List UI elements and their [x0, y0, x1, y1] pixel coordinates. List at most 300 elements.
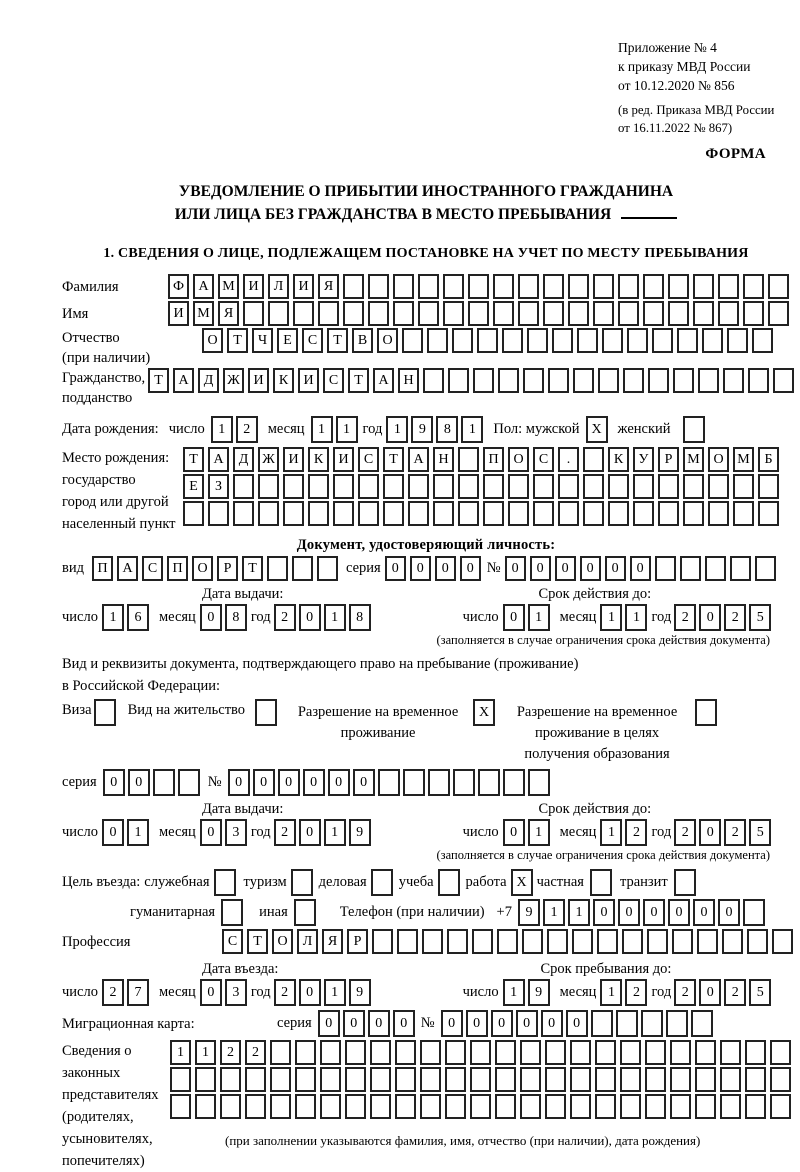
representative-char-cell[interactable]: [220, 1067, 241, 1092]
profession-char-cell[interactable]: Л: [297, 929, 318, 954]
birthplace-char-cell[interactable]: [483, 501, 504, 526]
birthplace-char-cell[interactable]: [733, 501, 754, 526]
migration-series-cells[interactable]: [318, 1010, 415, 1037]
surname-char-cell[interactable]: [393, 274, 414, 299]
patronymic-char-cell[interactable]: [702, 328, 723, 353]
representative-char-cell[interactable]: [695, 1067, 716, 1092]
citizenship-char-cell[interactable]: [548, 368, 569, 393]
id-type-char-cell[interactable]: [292, 556, 313, 581]
name-char-cell[interactable]: [568, 301, 589, 326]
date-cell[interactable]: 8: [349, 604, 371, 631]
date-cell[interactable]: 2: [274, 819, 296, 846]
profession-char-cell[interactable]: [472, 929, 493, 954]
res-valid-day-cells[interactable]: [503, 819, 550, 846]
surname-char-cell[interactable]: [443, 274, 464, 299]
birth-day-cells[interactable]: [211, 416, 258, 443]
name-char-cell[interactable]: [343, 301, 364, 326]
date-cell[interactable]: 0: [299, 819, 321, 846]
phone-digit-cell[interactable]: 9: [518, 899, 540, 926]
id-type-char-cell[interactable]: Т: [242, 556, 263, 581]
birth-year-cell[interactable]: 1: [386, 416, 408, 443]
patronymic-cells[interactable]: [202, 328, 773, 353]
representative-char-cell[interactable]: [745, 1094, 766, 1119]
date-cell[interactable]: 2: [274, 604, 296, 631]
res-series-cell[interactable]: [153, 769, 175, 796]
representative-char-cell[interactable]: [445, 1040, 466, 1065]
res-valid-month-cells[interactable]: [600, 819, 647, 846]
phone-digit-cell[interactable]: 0: [643, 899, 665, 926]
id-number-cell[interactable]: 0: [505, 556, 526, 581]
citizenship-char-cell[interactable]: [448, 368, 469, 393]
date-cell[interactable]: 2: [724, 979, 746, 1006]
birthplace-char-cell[interactable]: [758, 501, 779, 526]
birthplace-char-cell[interactable]: М: [683, 447, 704, 472]
representative-char-cell[interactable]: [620, 1040, 641, 1065]
date-cell[interactable]: 9: [349, 979, 371, 1006]
date-cell[interactable]: 7: [127, 979, 149, 1006]
birthplace-char-cell[interactable]: З: [208, 474, 229, 499]
name-char-cell[interactable]: [368, 301, 389, 326]
date-cell[interactable]: 1: [528, 819, 550, 846]
date-cell[interactable]: 0: [699, 979, 721, 1006]
surname-char-cell[interactable]: Ф: [168, 274, 189, 299]
birthplace-char-cell[interactable]: [533, 501, 554, 526]
birthplace-char-cell[interactable]: [583, 474, 604, 499]
citizenship-char-cell[interactable]: [523, 368, 544, 393]
birthplace-char-cell[interactable]: [283, 474, 304, 499]
res-series-cell[interactable]: 0: [128, 769, 150, 796]
date-cell[interactable]: 0: [503, 604, 525, 631]
date-cell[interactable]: 3: [225, 819, 247, 846]
purpose-business-checkbox[interactable]: [371, 869, 393, 896]
name-char-cell[interactable]: [418, 301, 439, 326]
surname-char-cell[interactable]: [718, 274, 739, 299]
id-type-char-cell[interactable]: [267, 556, 288, 581]
id-number-cell[interactable]: 0: [580, 556, 601, 581]
migration-series-cell[interactable]: 0: [368, 1010, 390, 1037]
date-cell[interactable]: 0: [200, 819, 222, 846]
migration-number-cell[interactable]: [691, 1010, 713, 1037]
birthplace-cells-row1[interactable]: [183, 447, 779, 472]
date-cell[interactable]: 1: [324, 979, 346, 1006]
res-number-cell[interactable]: 0: [228, 769, 250, 796]
citizenship-char-cell[interactable]: [648, 368, 669, 393]
id-number-cell[interactable]: [680, 556, 701, 581]
representative-char-cell[interactable]: [420, 1040, 441, 1065]
birthplace-char-cell[interactable]: [683, 501, 704, 526]
profession-char-cell[interactable]: Р: [347, 929, 368, 954]
res-number-cell[interactable]: 0: [328, 769, 350, 796]
representative-char-cell[interactable]: [645, 1040, 666, 1065]
citizenship-char-cell[interactable]: Н: [398, 368, 419, 393]
surname-char-cell[interactable]: [368, 274, 389, 299]
birthplace-char-cell[interactable]: [408, 501, 429, 526]
patronymic-char-cell[interactable]: В: [352, 328, 373, 353]
birth-year-cells[interactable]: [386, 416, 483, 443]
representative-char-cell[interactable]: [470, 1094, 491, 1119]
res-number-cell[interactable]: [478, 769, 500, 796]
birthplace-char-cell[interactable]: Е: [183, 474, 204, 499]
citizenship-char-cell[interactable]: Т: [348, 368, 369, 393]
citizenship-char-cell[interactable]: [698, 368, 719, 393]
date-cell[interactable]: 2: [102, 979, 124, 1006]
representative-char-cell[interactable]: [470, 1067, 491, 1092]
representative-char-cell[interactable]: 1: [195, 1040, 216, 1065]
birthplace-char-cell[interactable]: К: [308, 447, 329, 472]
date-cell[interactable]: 2: [625, 819, 647, 846]
date-cell[interactable]: 1: [503, 979, 525, 1006]
citizenship-char-cell[interactable]: А: [173, 368, 194, 393]
profession-char-cell[interactable]: [447, 929, 468, 954]
patronymic-char-cell[interactable]: Т: [327, 328, 348, 353]
date-cell[interactable]: 0: [102, 819, 124, 846]
representative-char-cell[interactable]: [345, 1067, 366, 1092]
phone-digit-cell[interactable]: 1: [568, 899, 590, 926]
birth-month-cells[interactable]: [311, 416, 358, 443]
date-cell[interactable]: 8: [225, 604, 247, 631]
name-char-cell[interactable]: [393, 301, 414, 326]
patronymic-char-cell[interactable]: [752, 328, 773, 353]
birthplace-char-cell[interactable]: [633, 501, 654, 526]
birthplace-char-cell[interactable]: А: [208, 447, 229, 472]
id-doc-number-cells[interactable]: [505, 556, 776, 581]
surname-char-cell[interactable]: [518, 274, 539, 299]
profession-char-cell[interactable]: О: [272, 929, 293, 954]
birthplace-char-cell[interactable]: [433, 501, 454, 526]
patronymic-char-cell[interactable]: [602, 328, 623, 353]
representative-char-cell[interactable]: [345, 1094, 366, 1119]
citizenship-char-cell[interactable]: [623, 368, 644, 393]
birthplace-char-cell[interactable]: [383, 501, 404, 526]
surname-char-cell[interactable]: [743, 274, 764, 299]
birthplace-char-cell[interactable]: Р: [658, 447, 679, 472]
representative-char-cell[interactable]: [720, 1067, 741, 1092]
representatives-cells-row2[interactable]: [170, 1067, 791, 1092]
profession-char-cell[interactable]: [572, 929, 593, 954]
citizenship-char-cell[interactable]: [498, 368, 519, 393]
representative-char-cell[interactable]: [295, 1094, 316, 1119]
profession-char-cell[interactable]: [397, 929, 418, 954]
res-issue-day-cells[interactable]: [102, 819, 149, 846]
date-cell[interactable]: 5: [749, 819, 771, 846]
surname-char-cell[interactable]: [418, 274, 439, 299]
res-number-cell[interactable]: [428, 769, 450, 796]
birthplace-char-cell[interactable]: [258, 474, 279, 499]
phone-digit-cell[interactable]: 0: [618, 899, 640, 926]
id-type-char-cell[interactable]: Р: [217, 556, 238, 581]
representative-char-cell[interactable]: [695, 1094, 716, 1119]
representative-char-cell[interactable]: [670, 1067, 691, 1092]
birthplace-char-cell[interactable]: [708, 501, 729, 526]
purpose-tourism-checkbox[interactable]: [291, 869, 313, 896]
res-number-cell[interactable]: 0: [353, 769, 375, 796]
profession-char-cell[interactable]: [547, 929, 568, 954]
res-series-cell[interactable]: 0: [103, 769, 125, 796]
patronymic-char-cell[interactable]: О: [202, 328, 223, 353]
date-cell[interactable]: 1: [600, 604, 622, 631]
surname-char-cell[interactable]: [543, 274, 564, 299]
birthplace-char-cell[interactable]: Б: [758, 447, 779, 472]
birthplace-char-cell[interactable]: С: [533, 447, 554, 472]
representative-char-cell[interactable]: [570, 1094, 591, 1119]
id-number-cell[interactable]: [730, 556, 751, 581]
date-cell[interactable]: 0: [200, 604, 222, 631]
representative-char-cell[interactable]: [245, 1094, 266, 1119]
purpose-transit-checkbox[interactable]: [674, 869, 696, 896]
citizenship-char-cell[interactable]: [723, 368, 744, 393]
birthplace-char-cell[interactable]: [308, 474, 329, 499]
name-char-cell[interactable]: [318, 301, 339, 326]
profession-char-cell[interactable]: [522, 929, 543, 954]
birthplace-char-cell[interactable]: [533, 474, 554, 499]
date-cell[interactable]: 9: [528, 979, 550, 1006]
patronymic-char-cell[interactable]: [652, 328, 673, 353]
date-cell[interactable]: 1: [127, 819, 149, 846]
representative-char-cell[interactable]: 2: [220, 1040, 241, 1065]
surname-char-cell[interactable]: [593, 274, 614, 299]
birthplace-char-cell[interactable]: [308, 501, 329, 526]
representative-char-cell[interactable]: [645, 1067, 666, 1092]
representative-char-cell[interactable]: [445, 1094, 466, 1119]
date-cell[interactable]: 2: [674, 819, 696, 846]
id-number-cell[interactable]: 0: [630, 556, 651, 581]
id-issue-month-cells[interactable]: [200, 604, 247, 631]
representative-char-cell[interactable]: [520, 1040, 541, 1065]
birth-day-cell[interactable]: 1: [211, 416, 233, 443]
migration-number-cell[interactable]: [591, 1010, 613, 1037]
patronymic-char-cell[interactable]: С: [302, 328, 323, 353]
birthplace-char-cell[interactable]: [383, 474, 404, 499]
visa-checkbox[interactable]: [94, 699, 116, 726]
name-cells[interactable]: [168, 301, 789, 326]
migration-number-cell[interactable]: 0: [541, 1010, 563, 1037]
id-series-cell[interactable]: 0: [410, 556, 431, 581]
name-char-cell[interactable]: [668, 301, 689, 326]
surname-char-cell[interactable]: А: [193, 274, 214, 299]
representative-char-cell[interactable]: [520, 1094, 541, 1119]
date-cell[interactable]: 2: [724, 819, 746, 846]
birth-month-cell[interactable]: 1: [311, 416, 333, 443]
birthplace-char-cell[interactable]: [683, 474, 704, 499]
id-doc-series-cells[interactable]: [385, 556, 481, 581]
name-char-cell[interactable]: [443, 301, 464, 326]
id-number-cell[interactable]: 0: [530, 556, 551, 581]
representative-char-cell[interactable]: [670, 1094, 691, 1119]
representative-char-cell[interactable]: [420, 1094, 441, 1119]
representative-char-cell[interactable]: [395, 1040, 416, 1065]
citizenship-char-cell[interactable]: Ж: [223, 368, 244, 393]
birthplace-char-cell[interactable]: М: [733, 447, 754, 472]
citizenship-char-cell[interactable]: [748, 368, 769, 393]
birthplace-char-cell[interactable]: П: [483, 447, 504, 472]
citizenship-char-cell[interactable]: [473, 368, 494, 393]
id-type-char-cell[interactable]: П: [92, 556, 113, 581]
stay-day-cells[interactable]: [503, 979, 550, 1006]
id-number-cell[interactable]: 0: [555, 556, 576, 581]
id-type-char-cell[interactable]: О: [192, 556, 213, 581]
id-valid-day-cells[interactable]: [503, 604, 550, 631]
entry-year-cells[interactable]: [274, 979, 371, 1006]
phone-digit-cell[interactable]: 0: [718, 899, 740, 926]
res-valid-year-cells[interactable]: [674, 819, 771, 846]
date-cell[interactable]: 0: [699, 604, 721, 631]
phone-digit-cell[interactable]: 0: [693, 899, 715, 926]
id-doc-type-cells[interactable]: [92, 556, 338, 581]
surname-char-cell[interactable]: М: [218, 274, 239, 299]
representative-char-cell[interactable]: [270, 1094, 291, 1119]
profession-char-cell[interactable]: [372, 929, 393, 954]
representative-char-cell[interactable]: [345, 1040, 366, 1065]
id-issue-year-cells[interactable]: [274, 604, 371, 631]
representative-char-cell[interactable]: [270, 1067, 291, 1092]
birth-month-cell[interactable]: 1: [336, 416, 358, 443]
representative-char-cell[interactable]: [420, 1067, 441, 1092]
representative-char-cell[interactable]: [495, 1040, 516, 1065]
representative-char-cell[interactable]: [770, 1040, 791, 1065]
birth-year-cell[interactable]: 9: [411, 416, 433, 443]
representative-char-cell[interactable]: [295, 1067, 316, 1092]
name-char-cell[interactable]: [768, 301, 789, 326]
birthplace-char-cell[interactable]: Т: [183, 447, 204, 472]
representative-char-cell[interactable]: [495, 1067, 516, 1092]
birthplace-char-cell[interactable]: [708, 474, 729, 499]
representative-char-cell[interactable]: [395, 1094, 416, 1119]
profession-char-cell[interactable]: [722, 929, 743, 954]
birthplace-char-cell[interactable]: А: [408, 447, 429, 472]
stay-year-cells[interactable]: [674, 979, 771, 1006]
id-type-char-cell[interactable]: С: [142, 556, 163, 581]
citizenship-char-cell[interactable]: [423, 368, 444, 393]
birthplace-char-cell[interactable]: [733, 474, 754, 499]
representative-char-cell[interactable]: [670, 1040, 691, 1065]
birthplace-char-cell[interactable]: [408, 474, 429, 499]
id-type-char-cell[interactable]: П: [167, 556, 188, 581]
patronymic-char-cell[interactable]: Е: [277, 328, 298, 353]
date-cell[interactable]: 9: [349, 819, 371, 846]
birthplace-char-cell[interactable]: [758, 474, 779, 499]
representatives-cells-row1[interactable]: [170, 1040, 791, 1065]
profession-char-cell[interactable]: Я: [322, 929, 343, 954]
birthplace-char-cell[interactable]: [658, 474, 679, 499]
id-number-cell[interactable]: [655, 556, 676, 581]
id-number-cell[interactable]: 0: [605, 556, 626, 581]
profession-char-cell[interactable]: [747, 929, 768, 954]
birthplace-char-cell[interactable]: [583, 501, 604, 526]
birth-year-cell[interactable]: 8: [436, 416, 458, 443]
representative-char-cell[interactable]: [470, 1040, 491, 1065]
profession-char-cell[interactable]: С: [222, 929, 243, 954]
birthplace-cells-row2[interactable]: [183, 474, 779, 499]
surname-char-cell[interactable]: [468, 274, 489, 299]
representative-char-cell[interactable]: 1: [170, 1040, 191, 1065]
birthplace-char-cell[interactable]: [608, 501, 629, 526]
birthplace-char-cell[interactable]: И: [283, 447, 304, 472]
id-type-char-cell[interactable]: А: [117, 556, 138, 581]
surname-char-cell[interactable]: [618, 274, 639, 299]
surname-char-cell[interactable]: [493, 274, 514, 299]
representative-char-cell[interactable]: [695, 1040, 716, 1065]
patronymic-char-cell[interactable]: [527, 328, 548, 353]
date-cell[interactable]: 1: [324, 819, 346, 846]
purpose-study-checkbox[interactable]: [438, 869, 460, 896]
name-char-cell[interactable]: [518, 301, 539, 326]
representative-char-cell[interactable]: [595, 1094, 616, 1119]
migration-series-cell[interactable]: 0: [318, 1010, 340, 1037]
name-char-cell[interactable]: [543, 301, 564, 326]
representative-char-cell[interactable]: [645, 1094, 666, 1119]
birthplace-char-cell[interactable]: [433, 474, 454, 499]
representative-char-cell[interactable]: [720, 1040, 741, 1065]
res-number-cell[interactable]: [528, 769, 550, 796]
profession-char-cell[interactable]: [622, 929, 643, 954]
birthplace-char-cell[interactable]: [583, 447, 604, 472]
res-number-cell[interactable]: [378, 769, 400, 796]
representative-char-cell[interactable]: [370, 1067, 391, 1092]
name-char-cell[interactable]: [643, 301, 664, 326]
name-char-cell[interactable]: [468, 301, 489, 326]
date-cell[interactable]: 0: [503, 819, 525, 846]
birthplace-char-cell[interactable]: [258, 501, 279, 526]
birthplace-char-cell[interactable]: [558, 501, 579, 526]
migration-series-cell[interactable]: 0: [393, 1010, 415, 1037]
patronymic-char-cell[interactable]: [552, 328, 573, 353]
name-char-cell[interactable]: Я: [218, 301, 239, 326]
res-number-cell[interactable]: 0: [253, 769, 275, 796]
patronymic-char-cell[interactable]: [452, 328, 473, 353]
name-char-cell[interactable]: [593, 301, 614, 326]
migration-number-cells[interactable]: [441, 1010, 713, 1037]
birthplace-char-cell[interactable]: [508, 501, 529, 526]
representative-char-cell[interactable]: [595, 1040, 616, 1065]
surname-char-cell[interactable]: [668, 274, 689, 299]
citizenship-char-cell[interactable]: С: [323, 368, 344, 393]
purpose-work-checkbox[interactable]: X: [511, 869, 533, 896]
surname-char-cell[interactable]: [768, 274, 789, 299]
birthplace-char-cell[interactable]: [458, 447, 479, 472]
citizenship-char-cell[interactable]: И: [298, 368, 319, 393]
sex-male-checkbox[interactable]: X: [586, 416, 608, 443]
res-doc-series-cells[interactable]: [103, 769, 200, 796]
representatives-cells-row3[interactable]: [170, 1094, 791, 1119]
representative-char-cell[interactable]: [570, 1040, 591, 1065]
date-cell[interactable]: 0: [299, 604, 321, 631]
id-number-cell[interactable]: [755, 556, 776, 581]
birthplace-char-cell[interactable]: .: [558, 447, 579, 472]
surname-char-cell[interactable]: И: [243, 274, 264, 299]
res-series-cell[interactable]: [178, 769, 200, 796]
representative-char-cell[interactable]: [295, 1040, 316, 1065]
migration-series-cell[interactable]: 0: [343, 1010, 365, 1037]
id-valid-month-cells[interactable]: [600, 604, 647, 631]
birth-day-cell[interactable]: 2: [236, 416, 258, 443]
representative-char-cell[interactable]: [170, 1067, 191, 1092]
representative-char-cell[interactable]: [495, 1094, 516, 1119]
representative-char-cell[interactable]: [770, 1094, 791, 1119]
surname-char-cell[interactable]: И: [293, 274, 314, 299]
representative-char-cell[interactable]: [395, 1067, 416, 1092]
date-cell[interactable]: 0: [699, 819, 721, 846]
date-cell[interactable]: 2: [625, 979, 647, 1006]
id-valid-year-cells[interactable]: [674, 604, 771, 631]
date-cell[interactable]: 2: [724, 604, 746, 631]
representative-char-cell[interactable]: [245, 1067, 266, 1092]
date-cell[interactable]: 6: [127, 604, 149, 631]
migration-number-cell[interactable]: 0: [441, 1010, 463, 1037]
res-number-cell[interactable]: [503, 769, 525, 796]
representative-char-cell[interactable]: [320, 1094, 341, 1119]
name-char-cell[interactable]: [743, 301, 764, 326]
date-cell[interactable]: 1: [625, 604, 647, 631]
